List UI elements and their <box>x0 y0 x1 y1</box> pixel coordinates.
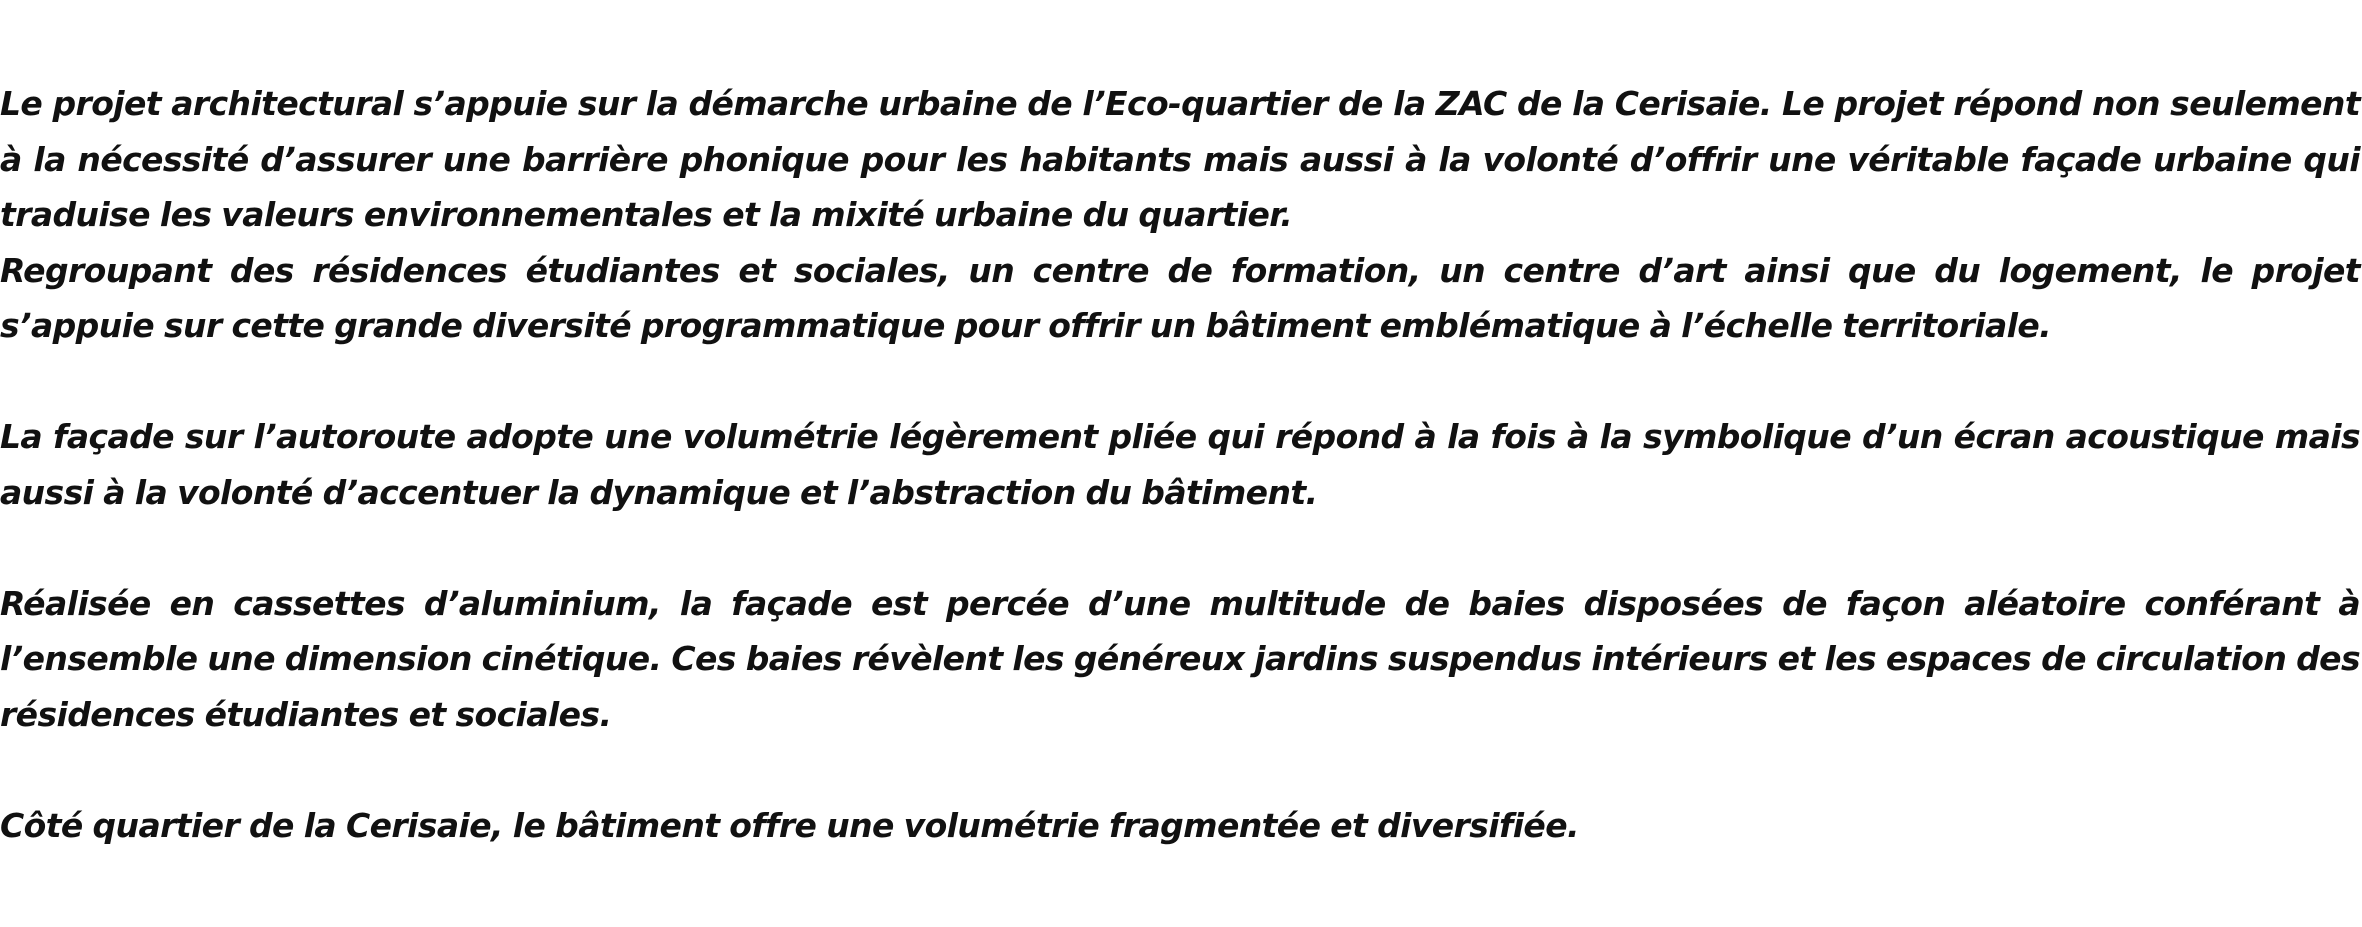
paragraph-highway-facade: La façade sur l’autoroute adopte une volumétrie légèrement pliée qui répond à la fois à la symbolique d’un écran acoustique mais aussi à la volonté d’accentuer la dynamique et l’abstraction du bâtiment. <box>0 417 2360 512</box>
paragraph-spacer <box>0 354 2360 410</box>
paragraph-cerisaie-side: Côté quartier de la Cerisaie, le bâtiment offre une volumétrie fragmentée et diversifiée. <box>0 805 1579 845</box>
paragraph-program: Regroupant des résidences étudiantes et sociales, un centre de formation, un centre d’art ainsi que du logement, le projet s’appuie sur cette grande diversité programmatique pour offrir un bâtiment emblématique à l’échelle territoriale. <box>0 250 2360 345</box>
document-body <box>0 76 2362 853</box>
paragraph-aluminium-cassettes: Réalisée en cassettes d’aluminium, la façade est percée d’une multitude de baies disposées de façon aléatoire conférant à l’ensemble une dimension cinétique. Ces baies révèlent les généreux jardins suspendus intérieurs et les espaces de circulation des résidences étudiantes et sociales. <box>0 583 2360 734</box>
paragraph-spacer <box>0 520 2360 576</box>
paragraph-spacer <box>0 742 2360 798</box>
paragraph-project-intro: Le projet architectural s’appuie sur la démarche urbaine de l’Eco-quartier de la ZAC de la Cerisaie. Le projet répond non seulement à la nécessité d’assurer une barrière phonique pour les habitants mais aussi à la volonté d’offrir une véritable façade urbaine qui traduise les valeurs environnementales et la mixité urbaine du quartier. <box>0 84 2360 234</box>
